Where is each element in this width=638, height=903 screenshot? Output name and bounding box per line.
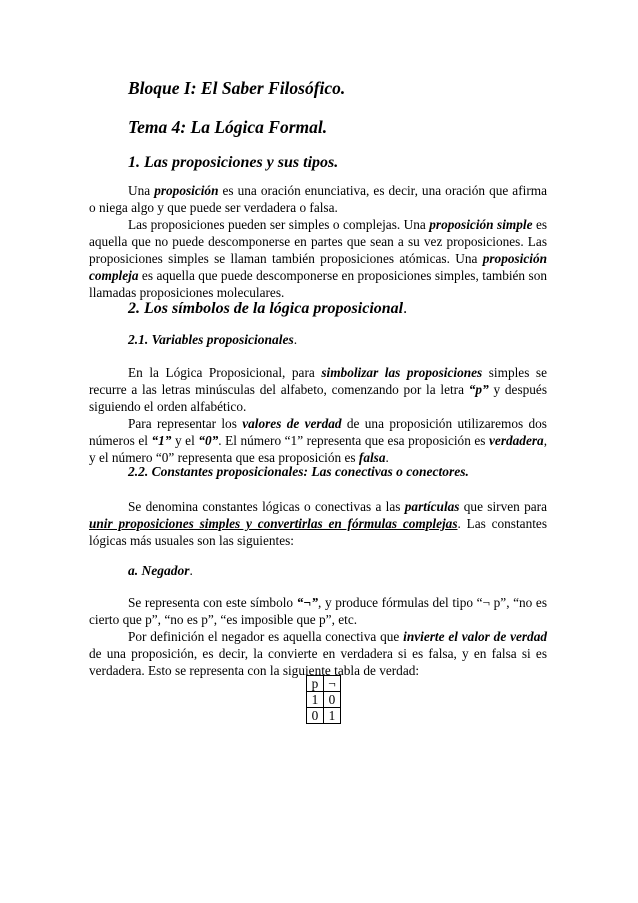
section21-paragraph2 xyxy=(89,415,547,466)
text-run: Se denomina constantes lógicas o conectivas a las xyxy=(128,499,405,514)
text-run: de una proposición utilizaremos dos números el xyxy=(89,416,547,448)
table-header-cell: p xyxy=(307,676,324,692)
text-run: Una xyxy=(128,183,155,198)
title-period: . xyxy=(403,300,408,317)
table-cell: 1 xyxy=(307,692,324,708)
text-run: es una oración enunciativa, es decir, una oración que afirma o niega algo y que puede ser verdadera o falsa. xyxy=(89,183,548,215)
title-period: . xyxy=(293,332,298,347)
table-cell: 0 xyxy=(324,692,341,708)
text-run: Se representa con este símbolo xyxy=(128,595,297,610)
negador-title xyxy=(128,563,193,579)
title-period: . xyxy=(189,563,193,578)
table-row xyxy=(307,708,341,724)
section22-paragraph1 xyxy=(89,498,547,549)
section1-paragraph1 xyxy=(89,182,547,216)
term-proposicion-compleja: proposición compleja xyxy=(89,251,547,283)
topic-title: Tema 4: La Lógica Formal. xyxy=(128,117,328,137)
text-run: que sirven para xyxy=(459,499,547,514)
text-run: de una proposición, es decir, la convierte en verdadera si es falsa, y en falsa si es verdadera. Esto se representa con la siguiente tabla de verdad: xyxy=(89,646,547,678)
text-run: . xyxy=(385,450,389,465)
section2-title xyxy=(128,300,407,318)
term-verdadera: verdadera xyxy=(489,433,544,448)
table-cell: 0 xyxy=(307,708,324,724)
table-cell: 1 xyxy=(324,708,341,724)
section22-title: 2.2. Constantes proposicionales: Las conectivas o conectores. xyxy=(128,464,469,479)
term-valores-verdad: valores de verdad xyxy=(242,416,342,431)
section21-title xyxy=(128,332,297,348)
negador-paragraph1 xyxy=(89,594,547,628)
text-run: . El número “1” representa que esa proposición es xyxy=(218,433,490,448)
term-invierte-valor: invierte el valor de verdad xyxy=(403,629,547,644)
text-run: y el xyxy=(171,433,199,448)
term-proposicion: proposición xyxy=(154,183,219,198)
table-row xyxy=(307,692,341,708)
block-title: Bloque I: El Saber Filosófico. xyxy=(128,78,346,98)
table-header-row xyxy=(307,676,341,692)
text-run: simples se recurre a las letras minúsculas del alfabeto, comenzando por la letra xyxy=(89,365,547,397)
text-run: , y produce fórmulas del tipo “¬ p”, “no es cierto que p”, “no es p”, “es imposible que p”, etc. xyxy=(89,595,547,627)
text-run: , y el número “0” representa que esa proposición es xyxy=(89,433,548,465)
letter-p: “p” xyxy=(468,382,489,397)
text-run: En la Lógica Proposicional, para xyxy=(128,365,322,380)
section21-paragraph1 xyxy=(89,364,547,415)
number-one: “1” xyxy=(151,433,172,448)
text-run: Para representar los xyxy=(128,416,243,431)
text-run: es aquella que no puede descomponerse en partes que sean a su vez proposiciones. Las proposiciones simples se llaman también proposiciones atómicas. Una xyxy=(89,217,548,266)
term-particulas: partículas xyxy=(404,499,460,514)
section1-title: 1. Las proposiciones y sus tipos. xyxy=(128,154,339,171)
number-zero: “0” xyxy=(198,433,219,448)
section2-title-text: 2. Los símbolos de la lógica proposicional xyxy=(128,300,404,317)
truth-table xyxy=(306,675,341,724)
text-run: . Las constantes lógicas más usuales son las siguientes: xyxy=(89,516,547,548)
text-run: y después siguiendo el orden alfabético. xyxy=(89,382,547,414)
text-run: Por definición el negador es aquella conectiva que xyxy=(128,629,404,644)
text-run: es aquella que puede descomponerse en proposiciones simples, también son llamadas proposiciones moleculares. xyxy=(89,268,547,300)
term-simbolizar: simbolizar las proposiciones xyxy=(321,365,483,380)
symbol-negation: “¬” xyxy=(296,595,319,610)
term-falsa: falsa xyxy=(358,450,386,465)
text-run: Las proposiciones pueden ser simples o complejas. Una xyxy=(128,217,430,232)
term-unir-proposiciones: unir proposiciones simples y convertirlas en fórmulas complejas xyxy=(89,516,458,531)
section1-paragraph2 xyxy=(89,216,547,301)
section21-title-text: 2.1. Variables proposicionales xyxy=(128,332,294,347)
negador-title-text: a. Negador xyxy=(128,563,190,578)
negador-paragraph2 xyxy=(89,628,547,679)
term-proposicion-simple: proposición simple xyxy=(429,217,533,232)
table-header-cell: ¬ xyxy=(324,676,341,692)
